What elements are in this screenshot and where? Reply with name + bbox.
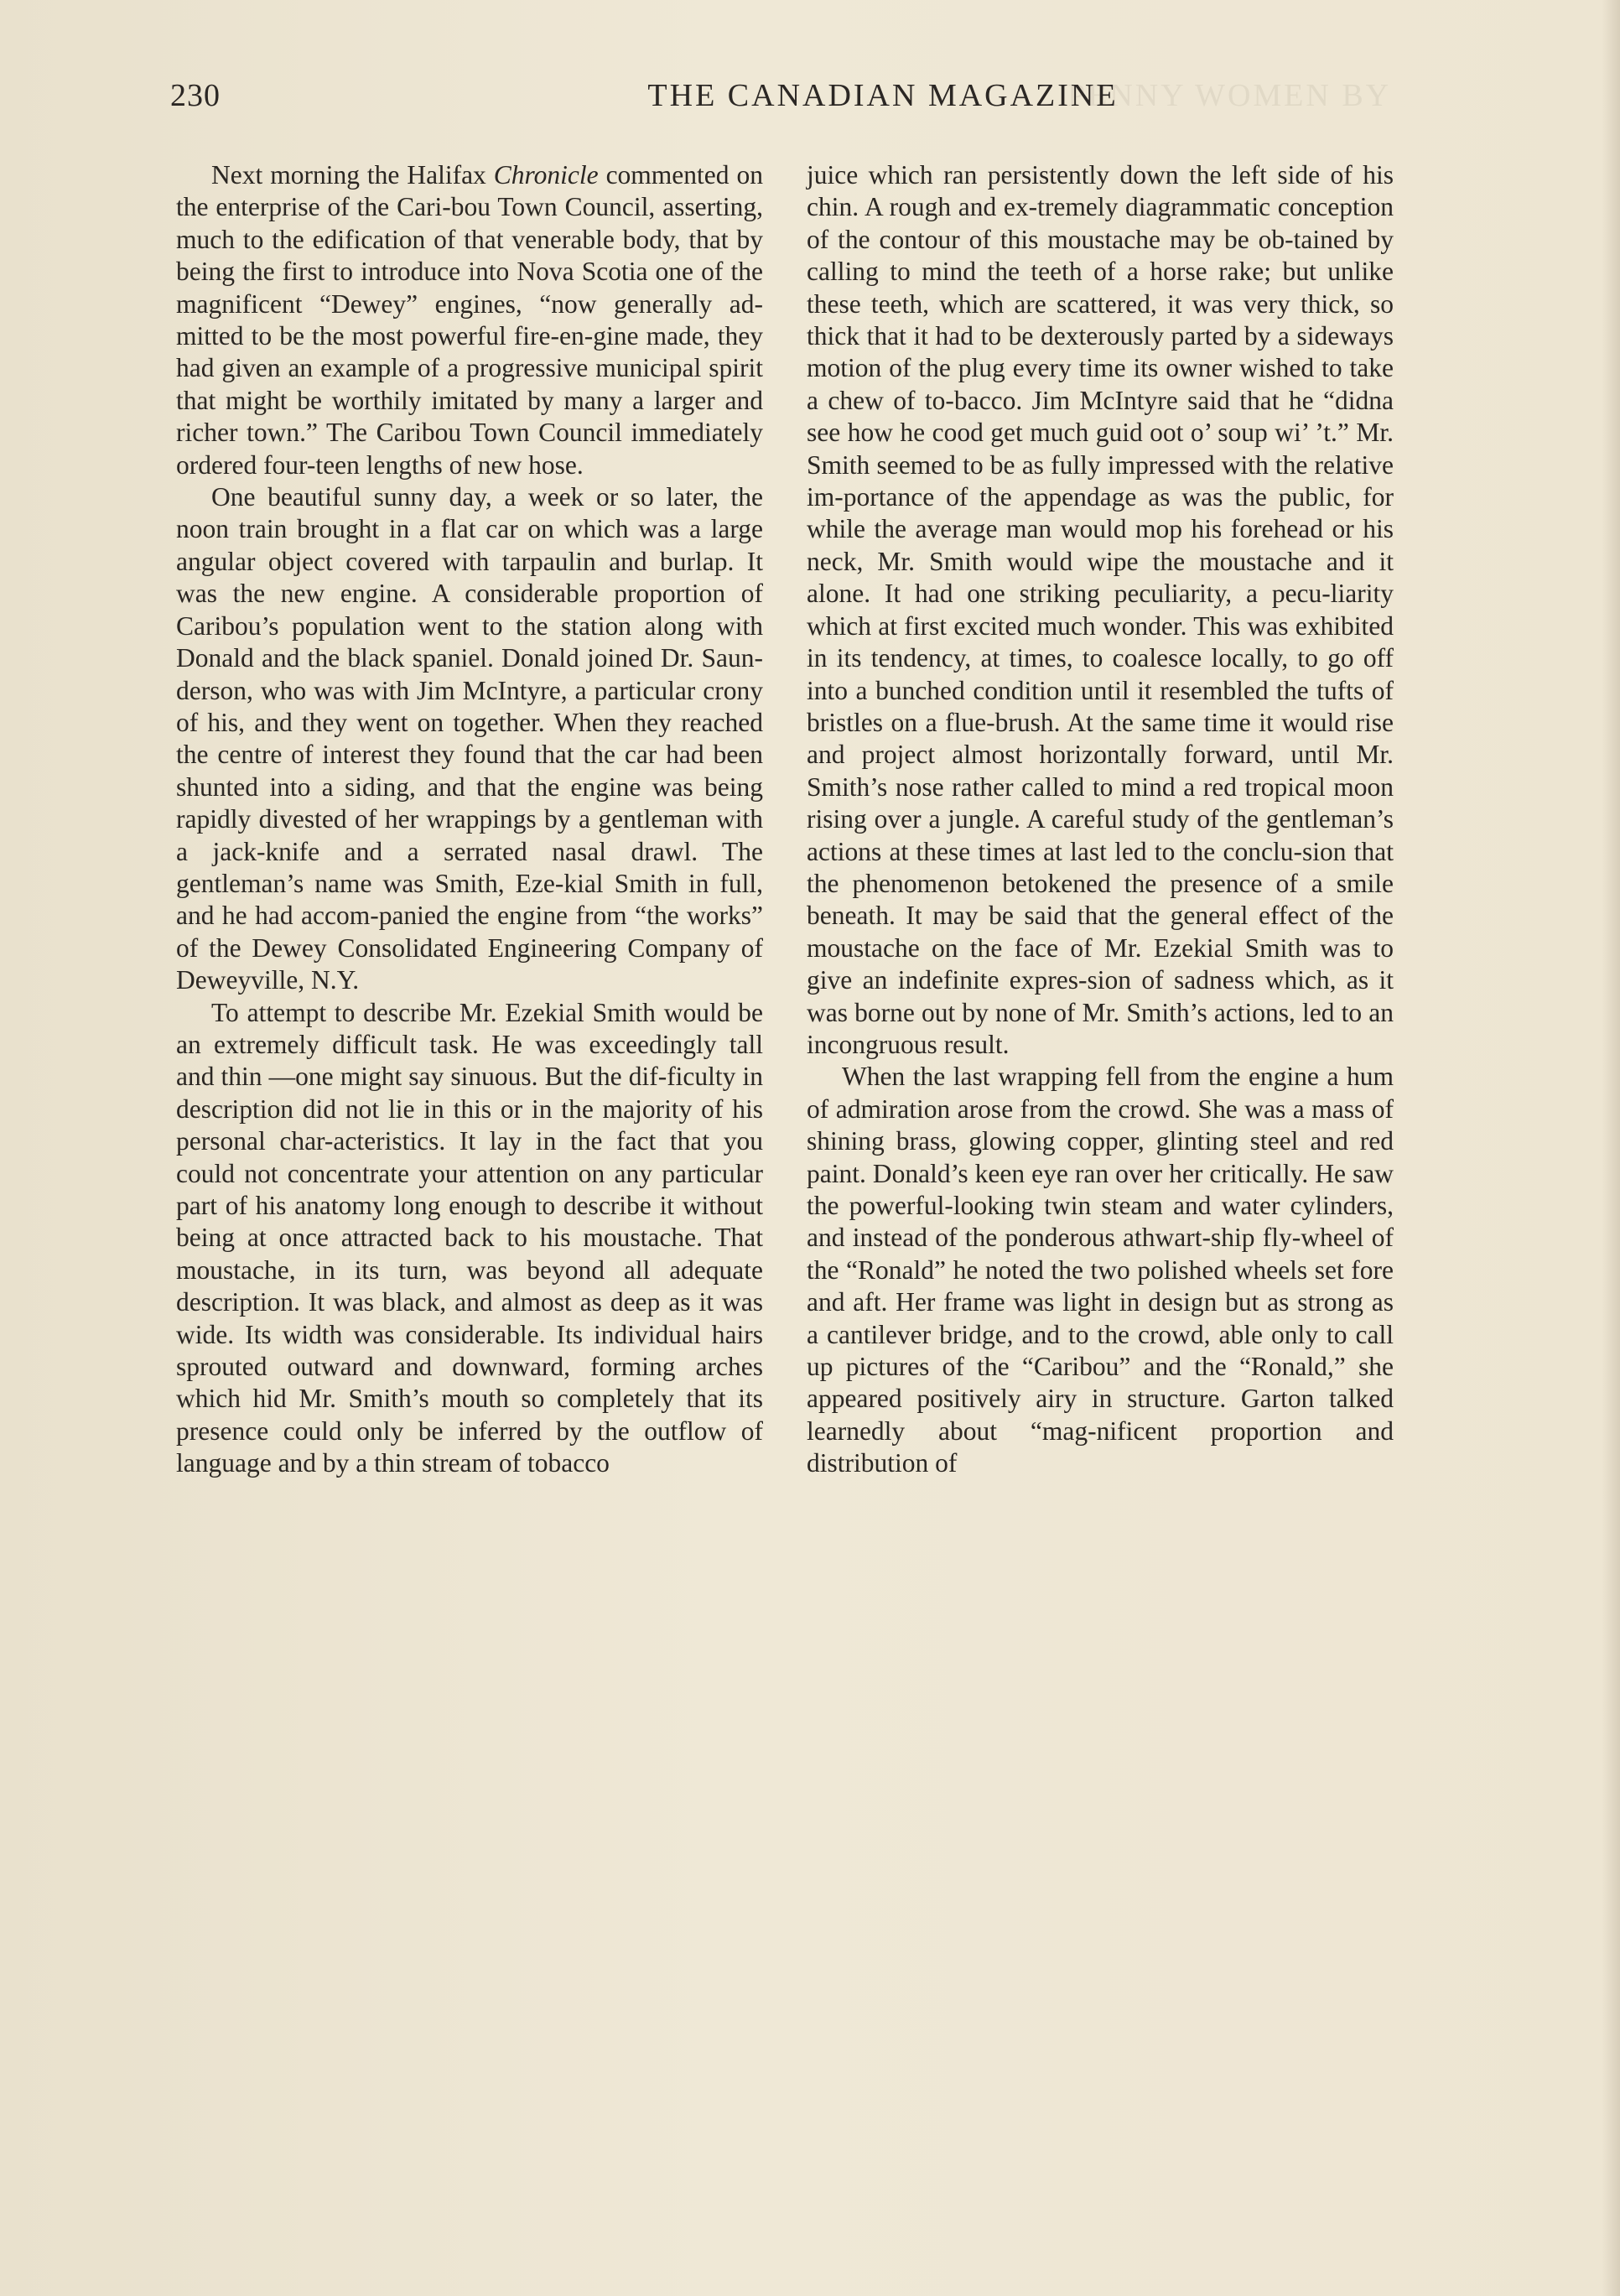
paragraph (176, 159, 763, 481)
paragraph-continued: juice which ran persistently down the left side of his chin. A rough and ex-tremely diagrammatic conception of the contour of this moustache may be ob-tained by calling to mind the teeth of a horse rake; but unlike these teeth, which are scattered, it was very thick, so thick that it had to be dexterously parted by a sideways motion of the plug every time its owner wished to take a chew of to-bacco. Jim McIntyre said that he “didna see how he cood get much guid oot o’ soup wi’ ’t.” Mr. Smith seemed to be as fully impressed with the relative im-portance of the appendage as was the public, for while the average man would mop his forehead or his neck, Mr. Smith would wipe the moustache and it alone. It had one striking peculiarity, a pecu-liarity which at first excited much wonder. This was exhibited in its tendency, at times, to coalesce locally, to go off into a bunched condition until it resembled the tufts of bristles on a flue-brush. At the same time it would rise and project almost horizontally forward, until Mr. Smith’s nose rather called to mind a red tropical moon rising over a jungle. A careful study of the gentleman’s actions at these times at last led to the conclu-sion that the phenomenon betokened the presence of a smile beneath. It may be said that the general effect of the moustache on the face of Mr. Ezekial Smith was to give an indefinite expres-sion of sadness which, as it was borne out by none of Mr. Smith’s actions, led to an incongruous result. (807, 160, 1394, 1059)
page-number: 230 (170, 78, 221, 113)
newspaper-title: Chronicle (493, 160, 599, 190)
paragraph: To attempt to describe Mr. Ezekial Smith would be an extremely difficult task. He was exceedingly tall and thin —one might say sinuous. But the dif-ficulty in description did not lie in this or in the majority of his personal char-acteristics. It lay in the fact that you could not concentrate your attention on any particular part of his anatomy long enough to describe it without being at once attracted back to his moustache. That moustache, in its turn, was beyond all adequate description. It was black, and almost as deep as it was wide. Its width was considerable. Its individual hairs sprouted outward and downward, forming arches which hid Mr. Smith’s mouth so completely that its presence could only be inferred by the outflow of language and by a thin stream of tobacco (176, 997, 763, 1478)
left-column (176, 159, 763, 1480)
right-column (807, 159, 1394, 1480)
paragraph: When the last wrapping fell from the engine a hum of admiration arose from the crowd. She was a mass of shining brass, glowing copper, glinting steel and red paint. Donald’s keen eye ran over her critically. He saw the powerful-looking twin steam and water cylinders, and instead of the ponderous athwart-ship fly-wheel of the “Ronald” he noted the two polished wheels set fore and aft. Her frame was light in design but as strong as a cantilever bridge, and to the crowd, able only to call up pictures of the “Caribou” and the “Ronald,” she appeared positively airy in structure. Garton talked learnedly about “mag-nificent proportion and distribution of (807, 1062, 1394, 1478)
page-edge-shadow (1602, 0, 1620, 2296)
paragraph-text: Next morning the Halifax (211, 160, 494, 190)
page-header (170, 77, 1394, 127)
bleed-through-text: PENNY WOMEN BY (1067, 78, 1392, 113)
paragraph: One beautiful sunny day, a week or so later, the noon train brought in a flat car on which was a large angular object covered with tarpaulin and burlap. It was the new engine. A considerable proportion of Caribou’s population went to the station along with Donald and the black spaniel. Donald joined Dr. Saun-derson, who was with Jim McIntyre, a particular crony of his, and they went on together. When they reached the centre of interest they found that the car had been shunted into a siding, and that the engine was being rapidly divested of her wrappings by a gentleman with a jack-knife and a serrated nasal drawl. The gentleman’s name was Smith, Eze-kial Smith in full, and he had accom-panied the engine from “the works” of the Dewey Consolidated Engineering Company of Deweyville, N.Y. (176, 482, 763, 995)
paragraph-text: commented on the enterprise of the Cari-bou Town Council, asserting, much to the edification of that venerable body, that by being the first to introduce into Nova Scotia one of the magnificent “Dewey” engines, “now generally ad-mitted to be the most powerful fire-en-gine made, they had given an example of a progressive municipal spirit that might be worthily imitated by many a larger and richer town.” The Caribou Town Council immediately ordered four-teen lengths of new hose. (176, 160, 763, 480)
running-head: THE CANADIAN MAGAZINE (647, 78, 1119, 113)
